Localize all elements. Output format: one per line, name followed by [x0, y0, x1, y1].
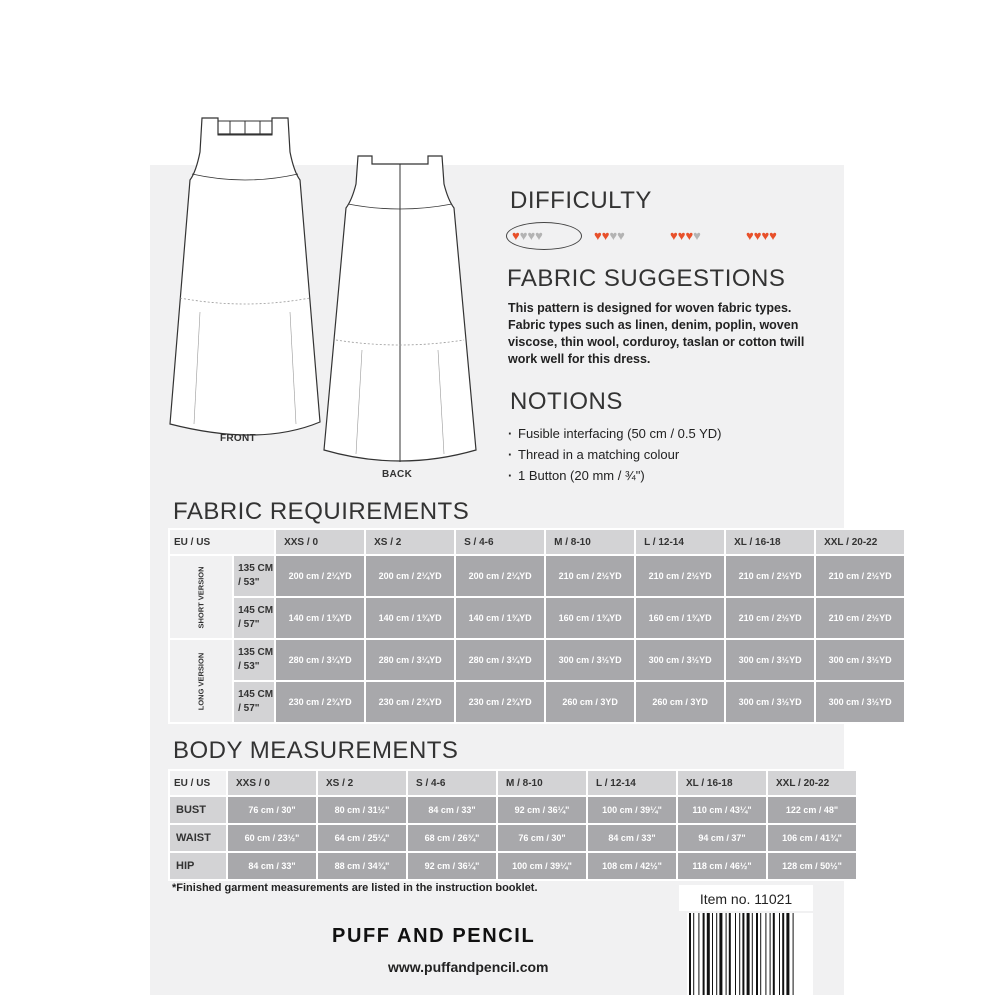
table-cell: 128 cm / 50½"	[767, 852, 857, 880]
fabric-width-label: 145 CM / 57"	[233, 597, 275, 639]
back-dress-illustration	[320, 150, 480, 468]
fabric-requirements-heading: FABRIC REQUIREMENTS	[173, 498, 470, 525]
table-cell: 210 cm / 2½YD	[815, 597, 905, 639]
table-cell: 92 cm / 36¼"	[407, 852, 497, 880]
front-caption: FRONT	[220, 433, 256, 444]
barcode-icon	[687, 913, 813, 995]
heart-filled-icon: ♥	[601, 227, 610, 243]
heart-filled-icon: ♥	[512, 227, 520, 243]
table-cell: 210 cm / 2½YD	[815, 555, 905, 597]
fabric-width-label: 145 CM / 57"	[233, 681, 275, 723]
table-cell: 280 cm / 3¼YD	[275, 639, 365, 681]
table-cell: 84 cm / 33"	[227, 852, 317, 880]
table-cell: 300 cm / 3½YD	[545, 639, 635, 681]
fabric-width-label: 135 CM / 53"	[233, 555, 275, 597]
size-header: XL / 16-18	[725, 529, 815, 555]
table-cell: 118 cm / 46½"	[677, 852, 767, 880]
heart-empty-icon: ♥	[609, 227, 618, 243]
table-cell: 200 cm / 2¼YD	[455, 555, 545, 597]
measurement-label: BUST	[169, 796, 227, 824]
heart-empty-icon: ♥	[535, 227, 543, 243]
difficulty-level-3	[670, 222, 701, 248]
table-header-row	[169, 770, 857, 796]
difficulty-level-1	[512, 222, 543, 248]
table-cell: 140 cm / 1¾YD	[455, 597, 545, 639]
table-row	[169, 639, 905, 681]
fabric-suggestions-heading: FABRIC SUGGESTIONS	[507, 265, 786, 292]
difficulty-heading: DIFFICULTY	[510, 187, 652, 214]
table-cell: 100 cm / 39¼"	[497, 852, 587, 880]
footnote: *Finished garment measurements are listed in the instruction booklet.	[172, 882, 538, 894]
heart-empty-icon: ♥	[617, 227, 625, 243]
heart-filled-icon: ♥	[594, 227, 602, 243]
version-label: LONG VERSION	[169, 639, 233, 723]
table-cell: 260 cm / 3YD	[545, 681, 635, 723]
heart-filled-icon: ♥	[769, 227, 777, 243]
fabric-suggestions-text: This pattern is designed for woven fabric types. Fabric types such as linen, denim, poplin, woven viscose, thin wool, corduroy, taslan or cotton twill work well for this dress.	[508, 301, 805, 366]
table-cell: 200 cm / 2¼YD	[365, 555, 455, 597]
heart-filled-icon: ♥	[746, 227, 754, 243]
table-cell: 80 cm / 31½"	[317, 796, 407, 824]
table-cell: 230 cm / 2¾YD	[275, 681, 365, 723]
measurement-label: HIP	[169, 852, 227, 880]
size-header: XS / 2	[317, 770, 407, 796]
table-row	[169, 555, 905, 597]
table-cell: 140 cm / 1¾YD	[365, 597, 455, 639]
difficulty-level-2	[594, 222, 625, 248]
size-header: XS / 2	[365, 529, 455, 555]
corner-cell: EU / US	[169, 770, 227, 796]
notion-item: · Thread in a matching colour	[508, 444, 722, 465]
table-cell: 76 cm / 30"	[227, 796, 317, 824]
body-measurements-table	[168, 769, 858, 881]
table-row	[169, 796, 857, 824]
fabric-width-label: 135 CM / 53"	[233, 639, 275, 681]
heart-filled-icon: ♥	[685, 227, 694, 243]
item-number: Item no. 11021	[679, 885, 813, 911]
notions-list	[508, 423, 722, 486]
table-row	[169, 852, 857, 880]
size-header: XXL / 20-22	[815, 529, 905, 555]
corner-cell: EU / US	[169, 529, 275, 555]
table-cell: 160 cm / 1¾YD	[635, 597, 725, 639]
heart-filled-icon: ♥	[753, 227, 762, 243]
table-row	[169, 824, 857, 852]
table-cell: 300 cm / 3½YD	[815, 639, 905, 681]
table-cell: 230 cm / 2¾YD	[365, 681, 455, 723]
notions-heading: NOTIONS	[510, 388, 623, 415]
size-header: S / 4-6	[455, 529, 545, 555]
heart-filled-icon: ♥	[677, 227, 686, 243]
front-dress-illustration	[160, 112, 325, 447]
table-cell: 140 cm / 1¾YD	[275, 597, 365, 639]
difficulty-level-4	[746, 222, 777, 248]
table-cell: 110 cm / 43¼"	[677, 796, 767, 824]
size-header: XXL / 20-22	[767, 770, 857, 796]
table-cell: 300 cm / 3½YD	[725, 639, 815, 681]
table-cell: 210 cm / 2½YD	[635, 555, 725, 597]
heart-filled-icon: ♥	[761, 227, 770, 243]
fabric-requirements-table	[168, 528, 906, 724]
table-cell: 60 cm / 23½"	[227, 824, 317, 852]
body-measurements-heading: BODY MEASUREMENTS	[173, 737, 459, 764]
table-cell: 200 cm / 2¼YD	[275, 555, 365, 597]
back-caption: BACK	[382, 469, 413, 480]
heart-filled-icon: ♥	[670, 227, 678, 243]
heart-empty-icon: ♥	[527, 227, 536, 243]
table-cell: 210 cm / 2½YD	[725, 555, 815, 597]
size-header: XXS / 0	[227, 770, 317, 796]
brand-name: PUFF AND PENCIL	[332, 925, 536, 947]
table-cell: 84 cm / 33"	[407, 796, 497, 824]
table-cell: 88 cm / 34¾"	[317, 852, 407, 880]
table-cell: 280 cm / 3¼YD	[455, 639, 545, 681]
table-cell: 210 cm / 2½YD	[545, 555, 635, 597]
table-cell: 92 cm / 36¼"	[497, 796, 587, 824]
table-header-row	[169, 529, 905, 555]
table-cell: 260 cm / 3YD	[635, 681, 725, 723]
table-cell: 160 cm / 1¾YD	[545, 597, 635, 639]
table-cell: 64 cm / 25¼"	[317, 824, 407, 852]
website-url: www.puffandpencil.com	[388, 959, 549, 975]
size-header: L / 12-14	[635, 529, 725, 555]
table-cell: 122 cm / 48"	[767, 796, 857, 824]
table-row	[169, 597, 905, 639]
table-cell: 300 cm / 3½YD	[635, 639, 725, 681]
table-cell: 94 cm / 37"	[677, 824, 767, 852]
size-header: S / 4-6	[407, 770, 497, 796]
table-cell: 84 cm / 33"	[587, 824, 677, 852]
table-cell: 300 cm / 3½YD	[725, 681, 815, 723]
table-cell: 106 cm / 41¾"	[767, 824, 857, 852]
notion-item: · Fusible interfacing (50 cm / 0.5 YD)	[508, 423, 722, 444]
heart-empty-icon: ♥	[519, 227, 528, 243]
size-header: L / 12-14	[587, 770, 677, 796]
size-header: M / 8-10	[545, 529, 635, 555]
table-cell: 108 cm / 42½"	[587, 852, 677, 880]
version-label: SHORT VERSION	[169, 555, 233, 639]
table-cell: 300 cm / 3½YD	[815, 681, 905, 723]
table-row	[169, 681, 905, 723]
table-cell: 210 cm / 2½YD	[725, 597, 815, 639]
heart-empty-icon: ♥	[693, 227, 701, 243]
table-cell: 100 cm / 39¼"	[587, 796, 677, 824]
size-header: XL / 16-18	[677, 770, 767, 796]
size-header: XXS / 0	[275, 529, 365, 555]
size-header: M / 8-10	[497, 770, 587, 796]
notion-item: · 1 Button (20 mm / ¾")	[508, 465, 722, 486]
table-cell: 68 cm / 26¾"	[407, 824, 497, 852]
table-cell: 76 cm / 30"	[497, 824, 587, 852]
measurement-label: WAIST	[169, 824, 227, 852]
table-cell: 280 cm / 3¼YD	[365, 639, 455, 681]
table-cell: 230 cm / 2¾YD	[455, 681, 545, 723]
